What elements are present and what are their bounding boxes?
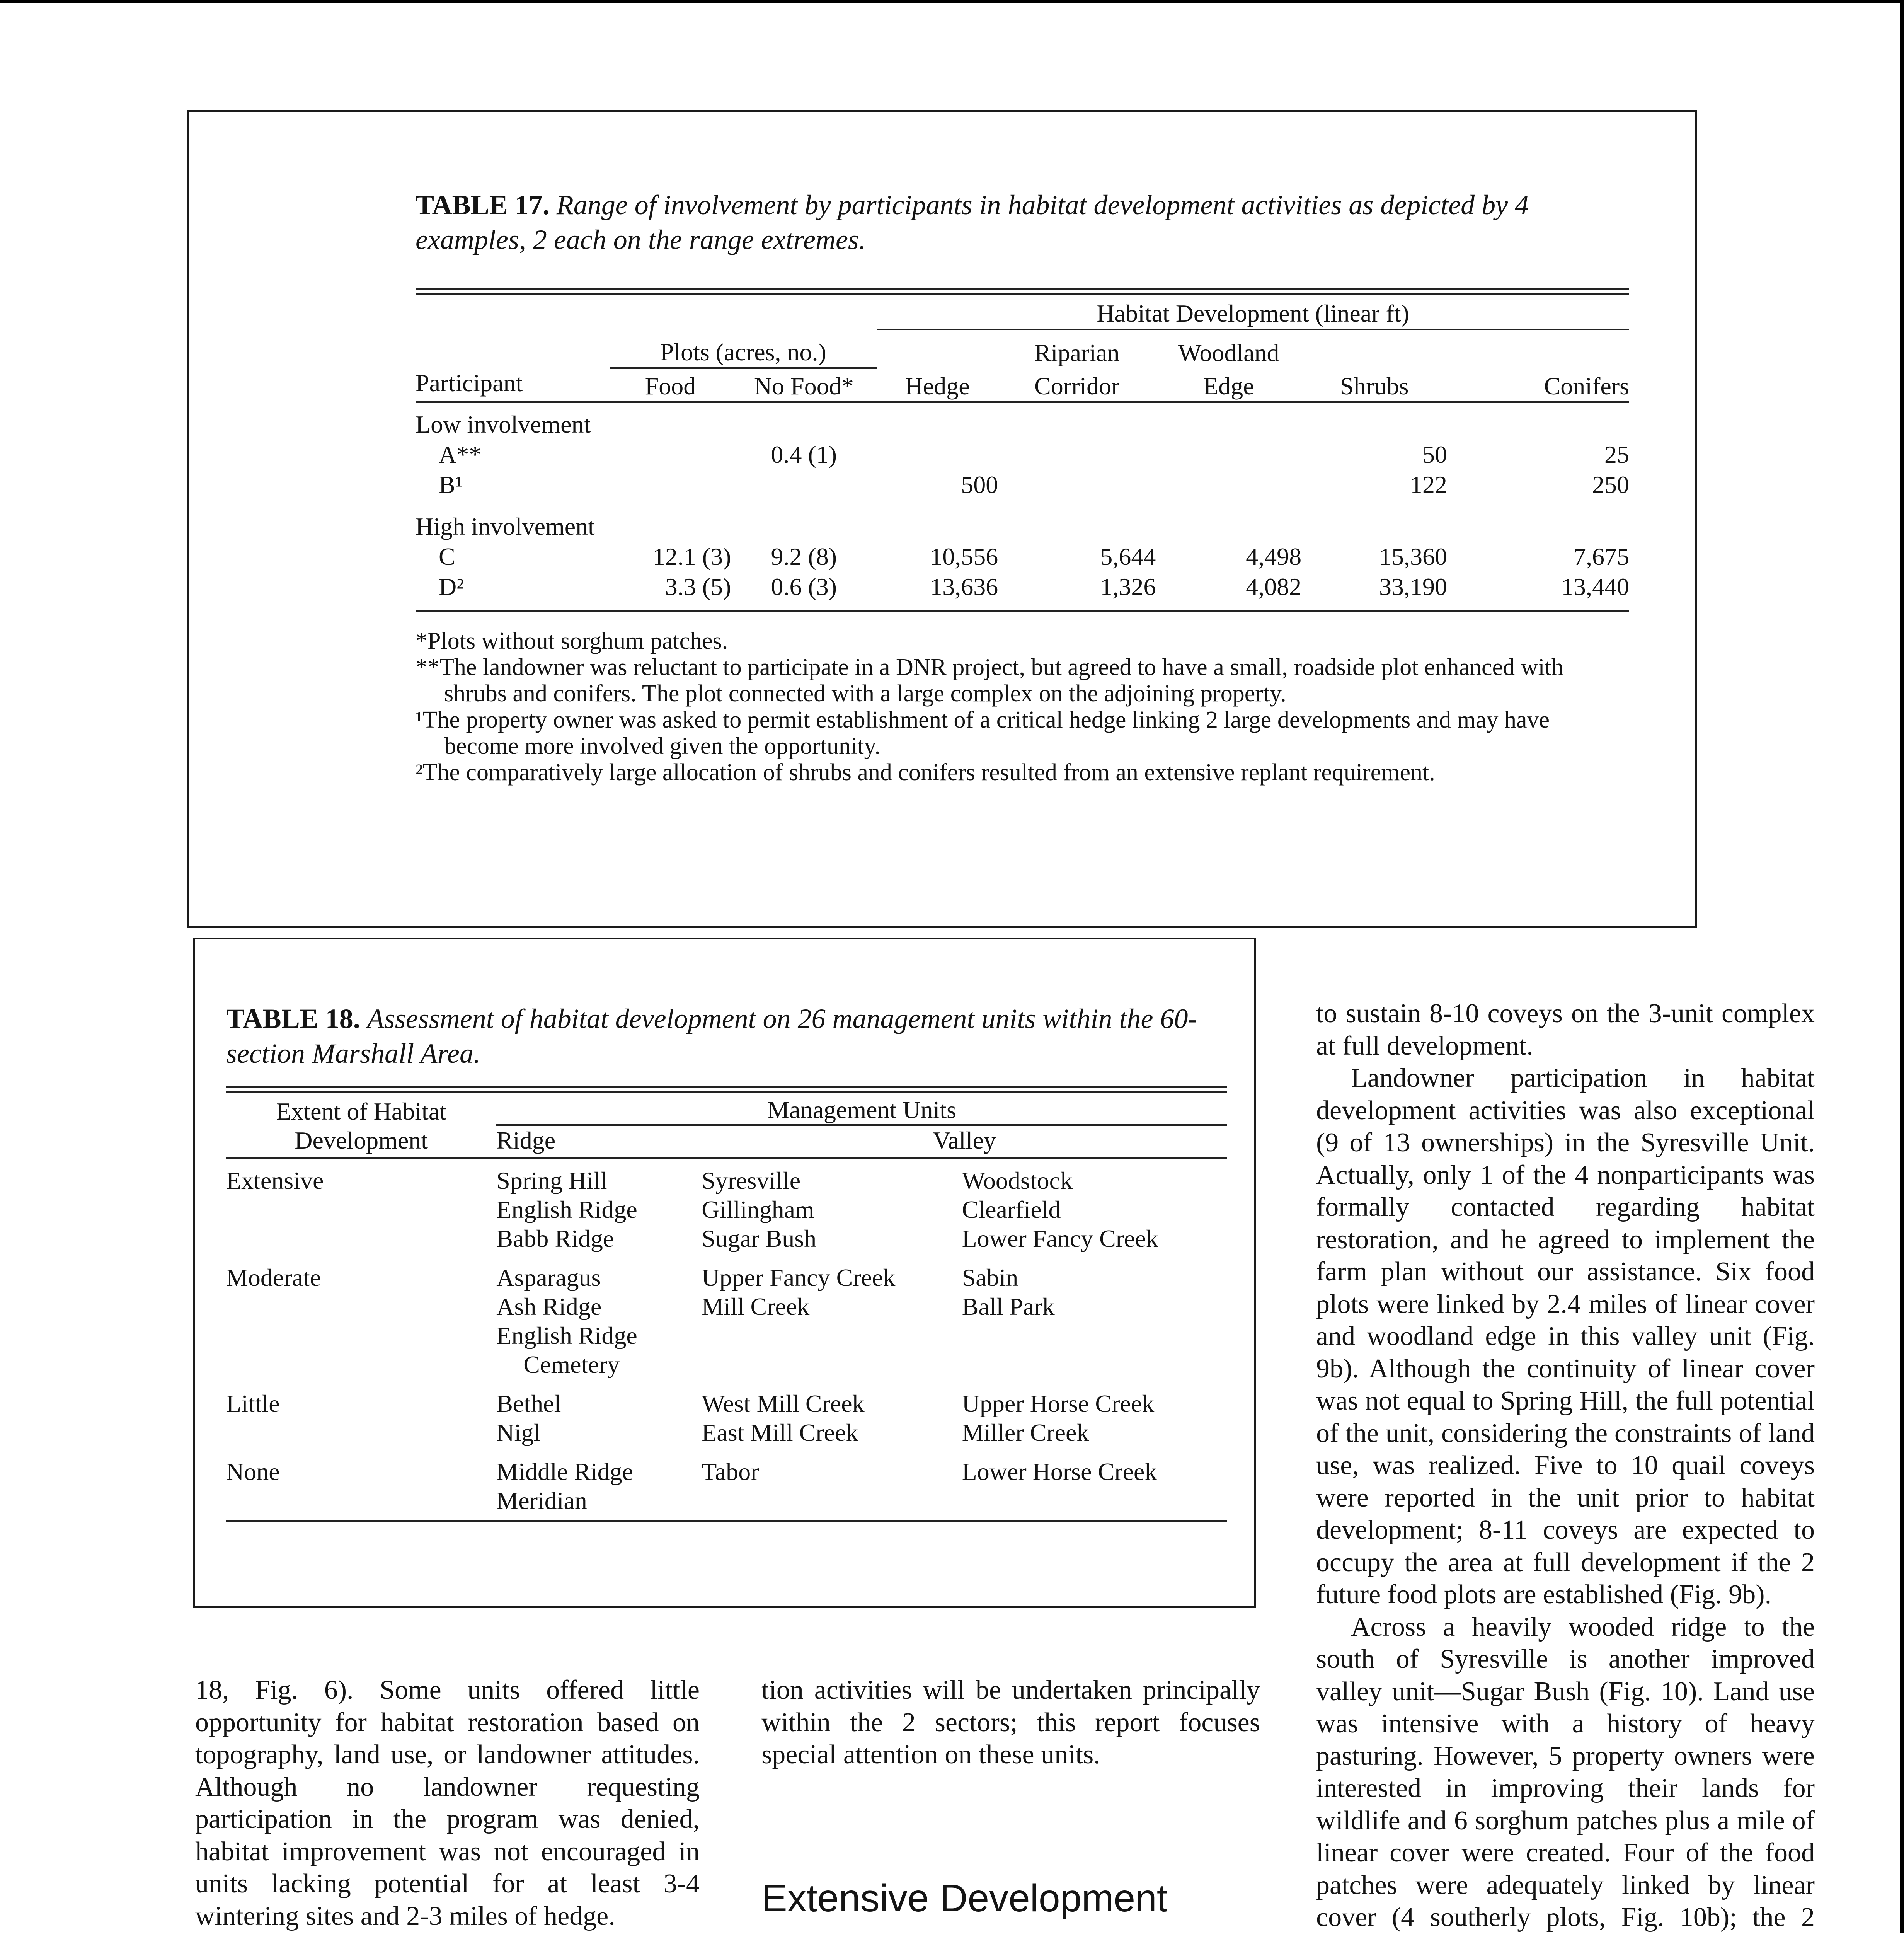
unit-name: Sugar Bush (702, 1225, 817, 1252)
woodland-cell (1156, 440, 1301, 470)
paragraph: 18, Fig. 6). Some units offered little opportunity for habitat restoration based on topography, land use, or landowner attitudes. Although no landowner requesting participation in the program was denied, habitat improvement was not encouraged in units lacking potential for at least 3-4 wintering sites and 2-3 miles of hedge. (195, 1675, 700, 1931)
no-food-cell: 9.2 (8) (771, 543, 837, 570)
valley-cell (702, 1447, 962, 1522)
table-18-caption-text: Assessment of habitat development on 26 management units within the 60-section Marshall Area. (226, 1003, 1197, 1069)
unit-name: Gillingham (702, 1196, 814, 1223)
unit-name: Upper Horse Creek (962, 1390, 1155, 1417)
unit-name: Bethel (496, 1390, 561, 1417)
unit-name: West Mill Creek (702, 1390, 865, 1417)
participant-cell: C (439, 543, 455, 570)
woodland-header-1: Woodland (1178, 339, 1279, 366)
unit-name: Spring Hill (496, 1167, 607, 1194)
food-cell (610, 440, 731, 470)
table-17-header-row (416, 368, 1629, 402)
shrubs-cell: 122 (1410, 471, 1447, 498)
table-17-footnotes (416, 628, 1629, 786)
low-involvement-row (416, 402, 1629, 440)
table-18-box (193, 938, 1256, 1608)
body-column-1 (195, 1674, 700, 1933)
table-17-top-rule (416, 288, 1629, 295)
participant-cell: D² (439, 573, 464, 600)
paragraph: to sustain 8-10 coveys on the 3-unit complex at full development. (1316, 999, 1815, 1061)
unit-name: East Mill Creek (702, 1419, 858, 1446)
table-row (226, 1379, 1227, 1447)
unit-name: Middle Ridge (496, 1458, 634, 1485)
table-row (226, 1253, 1227, 1379)
unit-name: Miller Creek (962, 1419, 1089, 1446)
unit-name: Cemetery (523, 1351, 620, 1378)
valley-header: Valley (933, 1127, 996, 1154)
conifers-cell: 13,440 (1561, 573, 1629, 600)
table-17 (416, 298, 1629, 612)
conifers-cell: 250 (1592, 471, 1629, 498)
unit-name: Meridian (496, 1487, 587, 1514)
riparian-header-1: Riparian (1034, 339, 1120, 366)
riparian-cell: 5,644 (1100, 543, 1156, 570)
participant-header: Participant (416, 369, 523, 397)
hedge-cell: 10,556 (930, 543, 998, 570)
paragraph: Landowner participation in habitat development activities was also exceptional (9 of 13 ownerships) in the Syresville Unit. Actually, only 1 of the 4 nonparticipants was formally contacted regarding habitat restoration, and he agreed to implement the farm plan without our assistance. Six food plots were linked by 2.4 miles of linear cover and woodland edge in this valley unit (Fig. 9b). Although the continuity of linear cover was not equal to Spring Hill, the full potential of the unit, considering the constraints of land use, was realized. Five to 10 quail coveys were reported in the unit prior to habitat development; 8-11 coveys are expected to occupy the area at full development if the 2 future food plots are established (Fig. 9b). (1316, 1063, 1815, 1609)
table-17-box (187, 110, 1697, 928)
woodland-cell: 4,498 (1246, 543, 1302, 570)
no-food-cell: 0.4 (1) (771, 441, 837, 468)
ridge-cell (496, 1158, 702, 1253)
unit-name: Lower Horse Creek (962, 1458, 1157, 1485)
extent-cell: Moderate (226, 1264, 321, 1291)
riparian-cell (998, 440, 1156, 470)
no-food-header: No Food* (754, 372, 854, 400)
footnote: ²The comparatively large allocation of shrubs and conifers resulted from an extensive replant requirement. (416, 759, 1435, 786)
food-header: Food (645, 372, 696, 400)
footnote: ¹The property owner was asked to permit establishment of a critical hedge linking 2 large developments and may have become more involved given the opportunity. (416, 707, 1550, 759)
woodland-header-2: Edge (1203, 372, 1254, 400)
ridge-cell (496, 1447, 702, 1522)
extent-header-line-1: Extent of Habitat (276, 1098, 447, 1125)
paragraph: tion activities will be undertaken principally within the 2 sectors; this report focuses special attention on these units. (761, 1675, 1260, 1769)
table-17-caption (416, 188, 1629, 257)
ridge-cell (496, 1253, 702, 1379)
valley-cell (962, 1158, 1227, 1253)
page-border-top (0, 0, 1904, 3)
shrubs-cell: 15,360 (1379, 543, 1447, 570)
extent-cell: Extensive (226, 1167, 324, 1194)
participant-cell: A** (439, 441, 482, 468)
shrubs-cell: 50 (1422, 441, 1447, 468)
paragraph: Across a heavily wooded ridge to the south of Syresville is another improved valley unit—Sugar Bush (Fig. 10). Land use was intensive with a history of heavy pasturing. However, 5 property owners were interested in improving their lands for wildlife and 6 sorghum patches plus a mile of linear cover were created. Four of the food patches were adequately linked by linear cover (4 southerly plots, Fig. 10b); the 2 (1316, 1612, 1815, 1932)
food-cell: 3.3 (5) (665, 573, 731, 600)
valley-cell (962, 1253, 1227, 1379)
table-17-group-row (416, 298, 1629, 329)
table-18-caption (226, 1001, 1227, 1071)
riparian-cell (998, 470, 1156, 500)
low-involvement-label: Low involvement (416, 411, 591, 438)
unit-name: Nigl (496, 1419, 541, 1446)
food-cell: 12.1 (3) (652, 543, 731, 570)
body-column-3 (1316, 997, 1815, 1933)
table-17-subgroup-row (416, 329, 1629, 368)
table-17-caption-text: Range of involvement by participants in habitat development activities as depicted by 4 examples, 2 each on the range extremes. (416, 189, 1529, 255)
unit-name: Babb Ridge (496, 1225, 614, 1252)
conifers-header: Conifers (1544, 372, 1629, 400)
unit-name: Upper Fancy Creek (702, 1264, 896, 1291)
unit-name: English Ridge (496, 1196, 637, 1223)
conifers-cell: 7,675 (1574, 543, 1629, 570)
no-food-cell: 0.6 (3) (771, 573, 837, 600)
unit-name: Syresville (702, 1167, 801, 1194)
woodland-cell: 4,082 (1246, 573, 1302, 600)
table-row (226, 1158, 1227, 1253)
section-heading: Extensive Development (761, 1877, 1168, 1920)
table-row (416, 542, 1629, 572)
high-involvement-label: High involvement (416, 513, 595, 540)
footnote: *Plots without sorghum patches. (416, 628, 728, 654)
habitat-group-header: Habitat Development (linear ft) (877, 298, 1629, 329)
table-18-label: TABLE 18. (226, 1003, 360, 1034)
ridge-cell (496, 1379, 702, 1447)
unit-name: Tabor (702, 1458, 759, 1485)
table-row (416, 470, 1629, 500)
hedge-cell: 13,636 (930, 573, 998, 600)
hedge-cell (877, 440, 998, 470)
extent-header-line-2: Development (295, 1127, 428, 1154)
shrubs-cell: 33,190 (1379, 573, 1447, 600)
management-units-header: Management Units (496, 1095, 1227, 1125)
riparian-header-2: Corridor (1034, 372, 1120, 400)
plots-group-header: Plots (acres, no.) (610, 329, 877, 368)
hedge-header: Hedge (905, 372, 970, 400)
unit-name: Ball Park (962, 1293, 1055, 1320)
unit-name: Asparagus (496, 1264, 601, 1291)
table-18-group-row (226, 1095, 1227, 1125)
valley-cell (702, 1253, 962, 1379)
unit-name: Sabin (962, 1264, 1018, 1291)
no-food-cell (731, 470, 877, 500)
food-cell (610, 470, 731, 500)
extent-cell: Little (226, 1390, 280, 1417)
riparian-cell: 1,326 (1100, 573, 1156, 600)
valley-cell (702, 1379, 962, 1447)
unit-name: Woodstock (962, 1167, 1073, 1194)
table-row (226, 1447, 1227, 1522)
extent-cell: None (226, 1458, 280, 1485)
table-row (416, 572, 1629, 612)
ridge-header: Ridge (496, 1127, 556, 1154)
shrubs-header: Shrubs (1340, 372, 1409, 400)
unit-name: Lower Fancy Creek (962, 1225, 1158, 1252)
table-18-top-rule (226, 1086, 1227, 1093)
unit-name: Clearfield (962, 1196, 1061, 1223)
footnote: **The landowner was reluctant to participate in a DNR project, but agreed to have a small, roadside plot enhanced with shrubs and conifers. The plot connected with a large complex on the adjoining property. (416, 654, 1563, 707)
table-17-label: TABLE 17. (416, 189, 550, 220)
valley-cell (962, 1447, 1227, 1522)
woodland-cell (1156, 470, 1301, 500)
unit-name: Ash Ridge (496, 1293, 602, 1320)
participant-cell: B¹ (439, 471, 463, 498)
hedge-cell: 500 (961, 471, 998, 498)
unit-name: Mill Creek (702, 1293, 810, 1320)
valley-cell (962, 1379, 1227, 1447)
unit-name: English Ridge (496, 1322, 637, 1349)
conifers-cell: 25 (1604, 441, 1629, 468)
body-column-2 (761, 1674, 1260, 1771)
table-18 (226, 1095, 1227, 1522)
table-row (416, 440, 1629, 470)
extent-header (226, 1095, 496, 1158)
high-involvement-row (416, 500, 1629, 542)
valley-cell (702, 1158, 962, 1253)
page-border-right (1900, 0, 1904, 1933)
